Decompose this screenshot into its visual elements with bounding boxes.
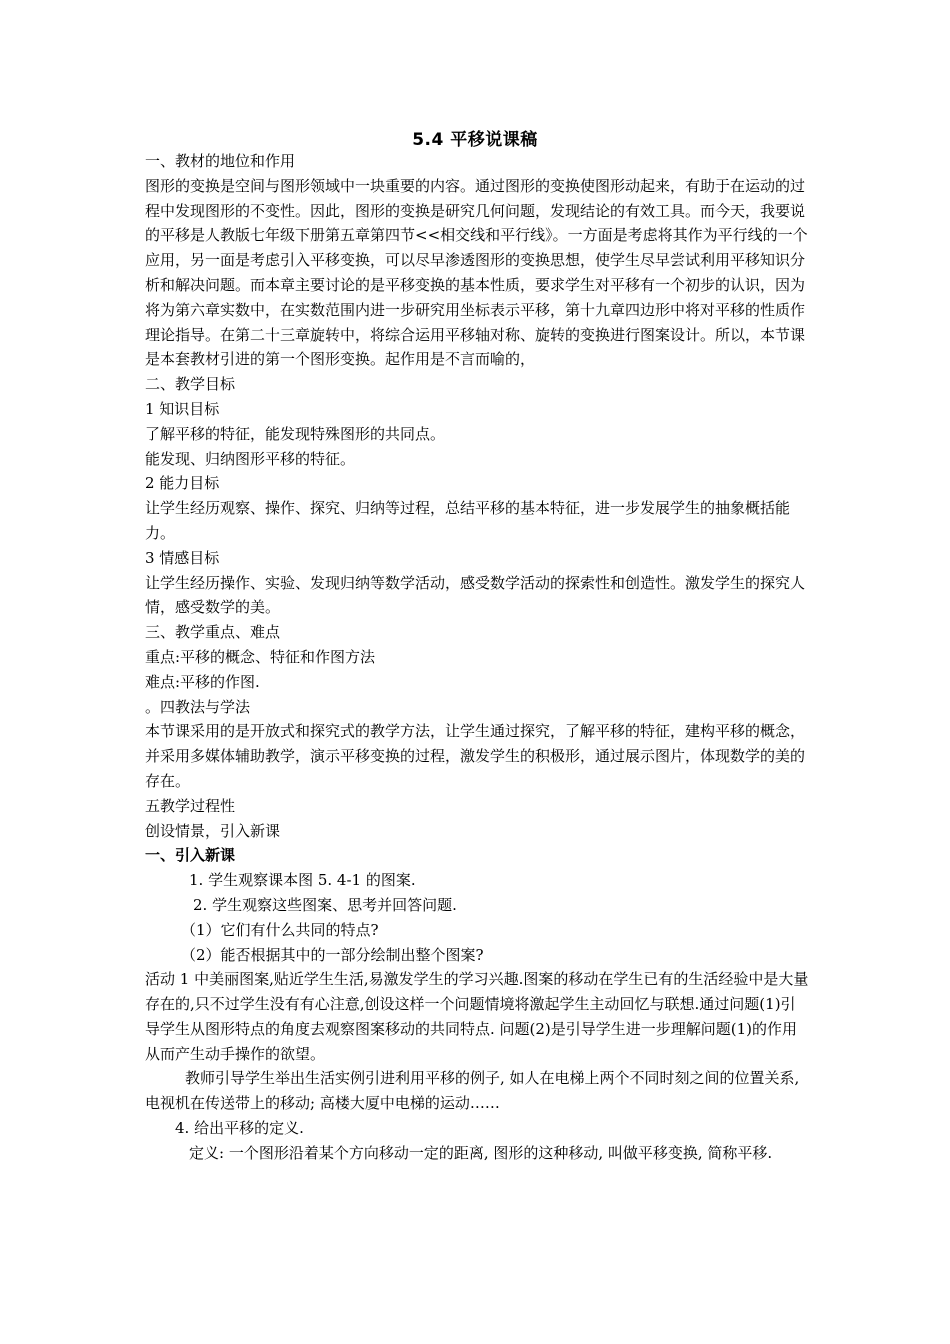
- document-title: 5.4 平移说课稿: [412, 130, 538, 150]
- paragraph: 让学生经历操作、实验、发现归纳等数学活动，感受数学活动的探索性和创造性。激发学生的探究人情，感受数学的美。: [145, 573, 806, 617]
- paragraph: 创设情景，引入新课: [145, 821, 281, 840]
- paragraph: 能发现、归纳图形平移的特征。: [145, 449, 356, 468]
- paragraph: 本节课采用的是开放式和探究式的教学方法，让学生通过探究，了解平移的特征，建构平移的概念，并采用多媒体辅助教学，演示平移变换的过程，激发学生的积极形，通过展示图片，体现数学的美的存在。: [145, 722, 806, 790]
- paragraph: 了解平移的特征，能发现特殊图形的共同点。: [145, 424, 446, 443]
- bold-heading: 一、引入新课: [145, 846, 236, 865]
- paragraph: 教师引导学生举出生活实例引进利用平移的例子, 如人在电梯上两个不同时刻之间的位置关系, 电视机在传送带上的移动; 高楼大厦中电梯的运动……: [145, 1069, 800, 1113]
- question-item: （1）它们有什么共同的特点?: [181, 920, 379, 939]
- section-heading: 二、教学目标: [145, 375, 236, 394]
- document-body: [145, 149, 810, 1166]
- question-item: （2）能否根据其中的一部分绘制出整个图案?: [181, 945, 484, 964]
- subsection-heading: 2 能力目标: [145, 474, 220, 493]
- list-item: 4. 给出平移的定义.: [175, 1119, 304, 1138]
- paragraph: 让学生经历观察、操作、探究、归纳等过程，总结平移的基本特征，进一步发展学生的抽象概括能力。: [145, 499, 791, 542]
- list-item: 1. 学生观察课本图 5. 4-1 的图案.: [189, 871, 416, 890]
- section-heading: 一、教材的地位和作用: [145, 152, 296, 170]
- paragraph: 活动 1 中美丽图案,贴近学生生活,易激发学生的学习兴趣.图案的移动在学生已有的生活经验中是大量存在的,只不过学生没有有心注意,创设这样一个问题情境将激起学生主动回忆与联想.通过问题(1)引导学生从图形特点的角度去观察图案移动的共同特点. 问题(2)是引导学生进一步理解问题(1)的作用从而产生动手操作的欲望。: [145, 970, 809, 1063]
- section-heading: 五教学过程性: [145, 796, 236, 815]
- subsection-heading: 1 知识目标: [145, 399, 220, 418]
- section-heading: 。四教法与学法: [145, 697, 251, 716]
- paragraph: 图形的变换是空间与图形领域中一块重要的内容。通过图形的变换使图形动起来，有助于在运动的过程中发现图形的不变性。因此，图形的变换是研究几何问题，发现结论的有效工具。而今天，我要说的平移是人教版七年级下册第五章第四节<<相交线和平行线》。一方面是考虑将其作为平行线的一个应用，另一面是考虑引入平移变换，可以尽早渗透图形的变换思想，使学生尽早尝试利用平移知识分析和解决问题。而本章主要讨论的是平移变换的基本性质，要求学生对平移有一个初步的认识，因为将为第六章实数中，在实数范围内进一步研究用坐标表示平移，第十九章四边形中将对平移的性质作理论指导。在第二十三章旋转中，将综合运用平移轴对称、旋转的变换进行图案设计。所以，本节课是本套教材引进的第一个图形变换。起作用是不言而喻的，: [145, 176, 808, 369]
- section-heading: 三、教学重点、难点: [145, 623, 281, 642]
- subsection-heading: 3 情感目标: [145, 548, 220, 567]
- paragraph: 难点:平移的作图.: [145, 672, 260, 691]
- paragraph: 重点:平移的概念、特征和作图方法: [145, 647, 376, 666]
- list-item: 2. 学生观察这些图案、思考并回答问题.: [193, 895, 457, 914]
- definition-paragraph: 定义: 一个图形沿着某个方向移动一定的距离, 图形的这种移动, 叫做平移变换, 简称平移.: [189, 1143, 773, 1162]
